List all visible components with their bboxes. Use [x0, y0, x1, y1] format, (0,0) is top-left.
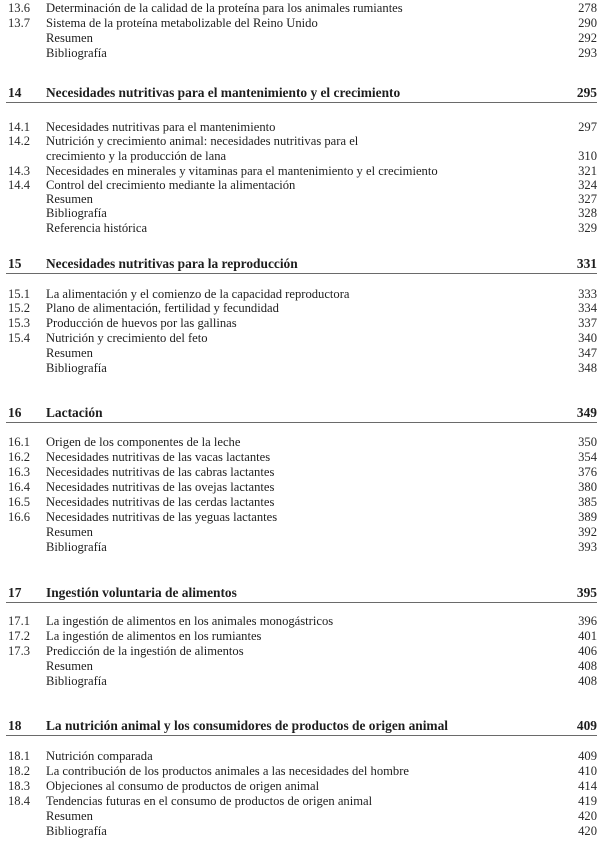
toc-entry[interactable] — [0, 435, 600, 450]
toc-entry[interactable] — [0, 809, 600, 824]
toc-entry[interactable] — [0, 495, 600, 510]
section-title: La alimentación y el comienzo de la capacidad reproductora — [46, 287, 350, 301]
toc-entry[interactable] — [0, 465, 600, 480]
section-number: 15.4 — [8, 331, 31, 345]
section-title: Bibliografía — [46, 824, 107, 838]
page-number: 396 — [578, 614, 597, 628]
toc-entry[interactable] — [0, 614, 600, 629]
page-number: 297 — [578, 120, 597, 134]
toc-entry[interactable] — [0, 540, 600, 555]
page-number: 385 — [578, 495, 597, 509]
toc-entry[interactable] — [0, 178, 600, 193]
page-number: 334 — [578, 301, 597, 315]
chapter-page-number: 395 — [576, 585, 597, 600]
section-title: Resumen — [46, 192, 93, 206]
toc-entry[interactable] — [0, 361, 600, 376]
toc-entry[interactable] — [0, 779, 600, 794]
page-number: 329 — [578, 221, 597, 235]
toc-entry[interactable] — [0, 525, 600, 540]
section-title: Bibliografía — [46, 540, 107, 554]
toc-entry[interactable] — [0, 206, 600, 221]
page-number: 292 — [578, 31, 597, 45]
chapter-title: Ingestión voluntaria de alimentos — [46, 585, 237, 600]
toc-entry[interactable] — [0, 192, 600, 207]
page-number: 328 — [578, 206, 597, 220]
chapter-page-number: 349 — [576, 405, 597, 420]
section-title: Bibliografía — [46, 674, 107, 688]
section-number: 16.3 — [8, 465, 31, 479]
page-number: 348 — [578, 361, 597, 375]
toc-entry[interactable] — [0, 120, 600, 135]
section-title: Resumen — [46, 346, 93, 360]
section-number: 13.7 — [8, 16, 31, 30]
page-number: 293 — [578, 46, 597, 60]
toc-entry[interactable] — [0, 164, 600, 179]
page-number: 376 — [578, 465, 597, 479]
section-number: 16.2 — [8, 450, 31, 464]
section-title: Tendencias futuras en el consumo de productos de origen animal — [46, 794, 373, 808]
section-number: 16.4 — [8, 480, 31, 494]
section-title: Plano de alimentación, fertilidad y fecundidad — [46, 301, 279, 315]
section-title: Necesidades nutritivas de las vacas lactantes — [46, 450, 271, 464]
chapter-number: 16 — [8, 405, 22, 420]
toc-entry[interactable] — [0, 674, 600, 689]
chapter-number: 18 — [8, 718, 22, 733]
page-number: 414 — [578, 779, 597, 793]
section-title: Bibliografía — [46, 46, 107, 60]
section-number: 17.3 — [8, 644, 31, 658]
section-title: Referencia histórica — [46, 221, 148, 235]
chapter-title: Necesidades nutritivas para la reproducción — [46, 256, 298, 271]
page-number: 290 — [578, 16, 597, 30]
toc-entry[interactable] — [0, 287, 600, 302]
section-title: Resumen — [46, 809, 93, 823]
chapter-number: 17 — [8, 585, 22, 600]
page-number: 392 — [578, 525, 597, 539]
page-number: 350 — [578, 435, 597, 449]
section-title: Necesidades en minerales y vitaminas para el mantenimiento y el crecimiento — [46, 164, 438, 178]
page-number: 324 — [578, 178, 597, 192]
section-title: Necesidades nutritivas de las ovejas lactantes — [46, 480, 275, 494]
toc-entry[interactable] — [0, 316, 600, 331]
section-title: Necesidades nutritivas de las cabras lactantes — [46, 465, 275, 479]
section-title: Necesidades nutritivas de las cerdas lactantes — [46, 495, 275, 509]
toc-entry[interactable] — [0, 480, 600, 495]
chapter-title: Necesidades nutritivas para el mantenimiento y el crecimiento — [46, 85, 401, 100]
section-number: 13.6 — [8, 1, 31, 15]
page-number: 408 — [578, 659, 597, 673]
toc-entry[interactable] — [0, 659, 600, 674]
page-number: 354 — [578, 450, 597, 464]
section-title: Producción de huevos por las gallinas — [46, 316, 237, 330]
toc-entry[interactable] — [0, 450, 600, 465]
section-number: 15.3 — [8, 316, 31, 330]
section-title: Sistema de la proteína metabolizable del Reino Unido — [46, 16, 318, 30]
chapter-title: La nutrición animal y los consumidores de productos de origen animal — [46, 718, 449, 733]
section-number: 14.2 — [8, 134, 31, 148]
toc-entry[interactable] — [0, 301, 600, 316]
toc-entry[interactable] — [0, 1, 600, 16]
toc-entry[interactable] — [0, 46, 600, 61]
page-number: 337 — [578, 316, 597, 330]
section-number: 18.3 — [8, 779, 31, 793]
section-title: Resumen — [46, 659, 93, 673]
chapter-number: 15 — [8, 256, 22, 271]
section-title: La ingestión de alimentos en los rumiantes — [46, 629, 262, 643]
page-number: 310 — [578, 149, 597, 163]
page-number: 380 — [578, 480, 597, 494]
toc-entry[interactable] — [0, 331, 600, 346]
toc-entry[interactable] — [0, 346, 600, 361]
section-title: La contribución de los productos animales a las necesidades del hombre — [46, 764, 410, 778]
page-number: 333 — [578, 287, 597, 301]
section-number: 16.6 — [8, 510, 31, 524]
section-title: Resumen — [46, 525, 93, 539]
chapter-page-number: 331 — [576, 256, 597, 271]
toc-entry[interactable] — [0, 749, 600, 764]
section-title: Objeciones al consumo de productos de origen animal — [46, 779, 320, 793]
page-number: 393 — [578, 540, 597, 554]
page-number: 347 — [578, 346, 597, 360]
chapter-divider — [6, 602, 597, 603]
chapter-title: Lactación — [46, 405, 103, 420]
section-number: 18.4 — [8, 794, 31, 808]
page-number: 327 — [578, 192, 597, 206]
page-number: 406 — [578, 644, 597, 658]
section-number: 15.2 — [8, 301, 31, 315]
chapter-divider — [6, 735, 597, 736]
section-title: Origen de los componentes de la leche — [46, 435, 241, 449]
page-number: 410 — [578, 764, 597, 778]
section-number: 14.1 — [8, 120, 31, 134]
chapter-page-number: 295 — [576, 85, 597, 100]
page-number: 409 — [578, 749, 597, 763]
chapter-page-number: 409 — [576, 718, 597, 733]
page-number: 278 — [578, 1, 597, 15]
section-title: Necesidades nutritivas para el mantenimiento — [46, 120, 276, 134]
chapter-heading[interactable] — [0, 85, 600, 105]
section-number: 17.2 — [8, 629, 31, 643]
page-number: 389 — [578, 510, 597, 524]
section-number: 16.5 — [8, 495, 31, 509]
toc-entry[interactable] — [0, 764, 600, 779]
toc-entry[interactable] — [0, 824, 600, 839]
toc-entry[interactable] — [0, 510, 600, 525]
section-number: 15.1 — [8, 287, 31, 301]
section-title: Necesidades nutritivas de las yeguas lactantes — [46, 510, 278, 524]
section-title: Bibliografía — [46, 361, 107, 375]
section-title: Control del crecimiento mediante la alimentación — [46, 178, 296, 192]
page-number: 420 — [578, 824, 597, 838]
section-title: Nutrición y crecimiento del feto — [46, 331, 208, 345]
page-number: 321 — [578, 164, 597, 178]
chapter-heading[interactable] — [0, 405, 600, 425]
chapter-divider — [6, 422, 597, 423]
chapter-heading[interactable] — [0, 718, 600, 738]
chapter-divider — [6, 273, 597, 274]
section-number: 17.1 — [8, 614, 31, 628]
toc-entry[interactable] — [0, 16, 600, 31]
chapter-divider — [6, 102, 597, 103]
section-number: 16.1 — [8, 435, 31, 449]
toc-entry[interactable] — [0, 31, 600, 46]
chapter-heading[interactable] — [0, 256, 600, 276]
toc-entry[interactable] — [0, 644, 600, 659]
section-title: crecimiento y la producción de lana — [46, 149, 227, 163]
toc-entry[interactable] — [0, 221, 600, 236]
section-title: Determinación de la calidad de la proteína para los animales rumiantes — [46, 1, 403, 15]
page-number: 419 — [578, 794, 597, 808]
section-title: Predicción de la ingestión de alimentos — [46, 644, 244, 658]
section-title: Nutrición comparada — [46, 749, 153, 763]
chapter-heading[interactable] — [0, 585, 600, 605]
page-number: 401 — [578, 629, 597, 643]
toc-entry[interactable] — [0, 794, 600, 809]
section-number: 18.2 — [8, 764, 31, 778]
section-number: 14.3 — [8, 164, 31, 178]
toc-entry-continuation[interactable] — [0, 149, 600, 164]
section-title: La ingestión de alimentos en los animales monogástricos — [46, 614, 334, 628]
chapter-number: 14 — [8, 85, 22, 100]
toc-entry[interactable] — [0, 629, 600, 644]
section-number: 18.1 — [8, 749, 31, 763]
page-number: 340 — [578, 331, 597, 345]
toc-entry[interactable] — [0, 134, 600, 149]
section-title: Resumen — [46, 31, 93, 45]
section-title: Bibliografía — [46, 206, 107, 220]
page-number: 408 — [578, 674, 597, 688]
section-title: Nutrición y crecimiento animal: necesidades nutritivas para el — [46, 134, 359, 148]
section-number: 14.4 — [8, 178, 31, 192]
page-number: 420 — [578, 809, 597, 823]
